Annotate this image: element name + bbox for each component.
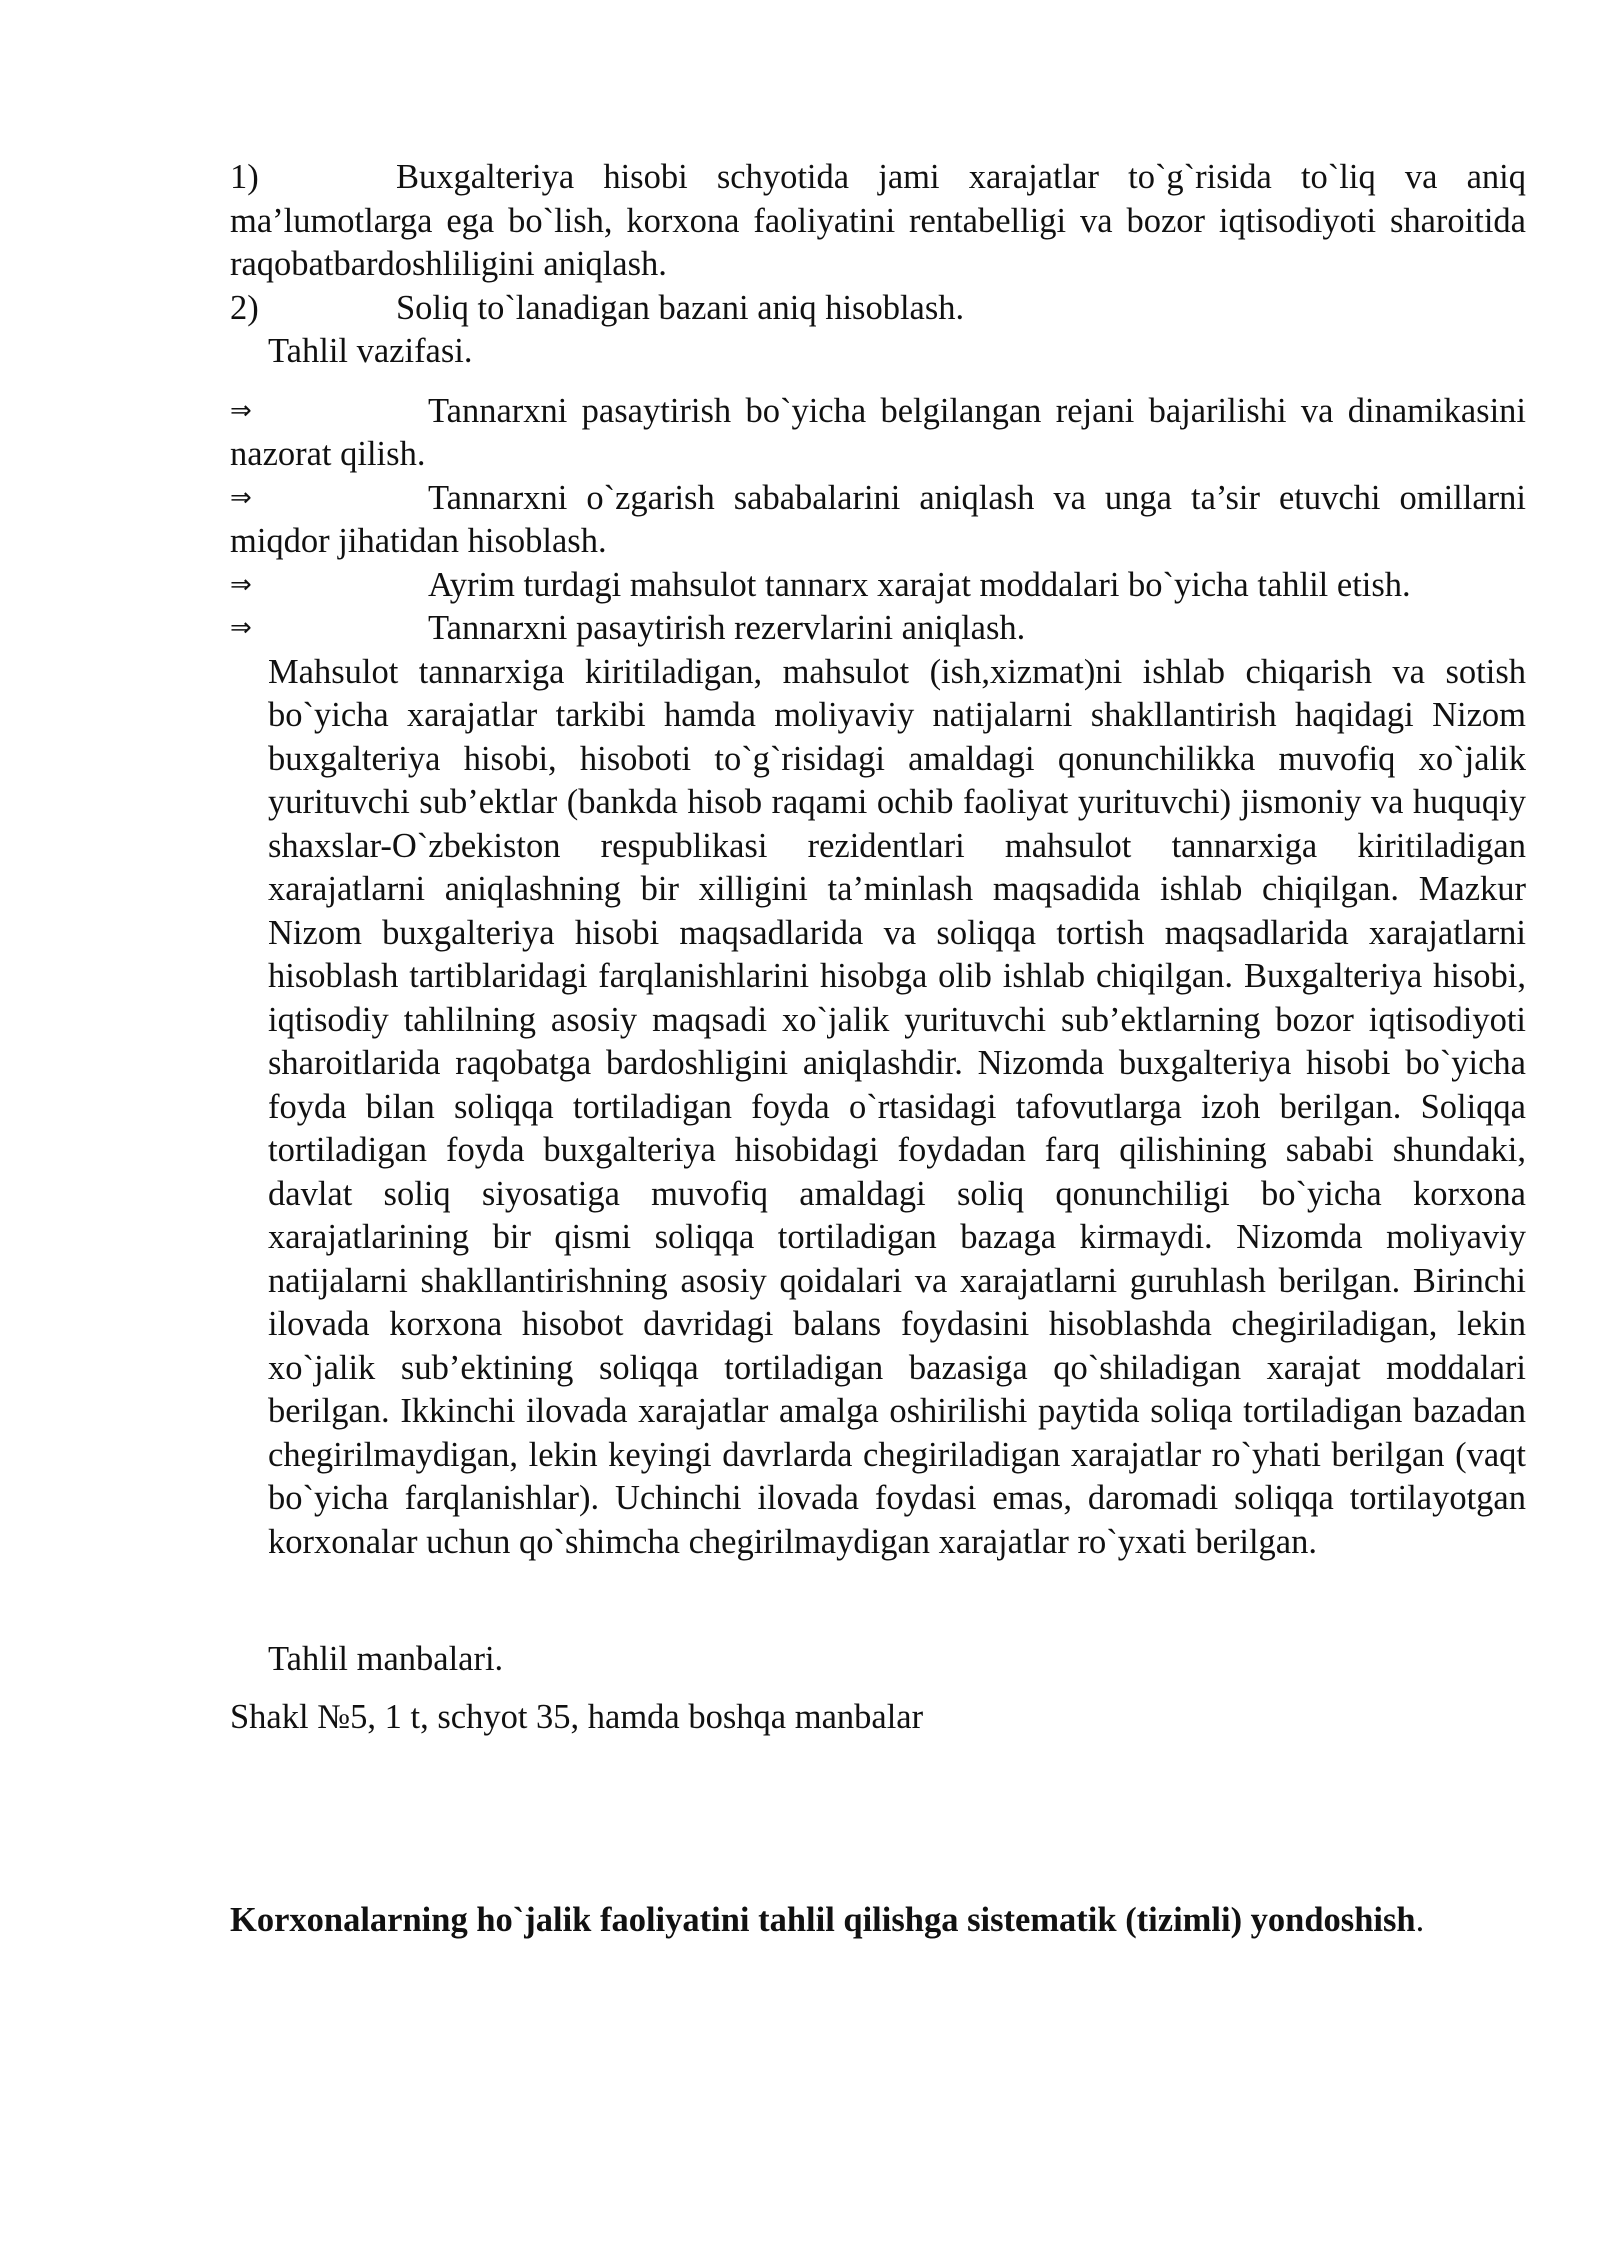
- task-item: [230, 477, 1526, 564]
- arrow-icon: ⇒: [230, 613, 252, 643]
- task-item: [230, 390, 1526, 477]
- section-heading: [230, 1899, 1492, 1943]
- arrow-icon: ⇒: [230, 395, 252, 426]
- purpose-text: Buxgalteriya hisobi schyotida jami xarajatlar to`g`risida to`liq va aniq ma’lumotlarga ega bo`lish, korxona faoliyatini rentabelligi va bozor iqtisodiyoti sharoitida raqobatbardoshliligini aniqlash.: [230, 158, 1526, 283]
- main-paragraph: Mahsulot tannarxiga kiritiladigan, mahsulot (ish,xizmat)ni ishlab chiqarish va sotish bo`yicha xarajatlar tarkibi hamda moliyaviy natijalarni shakllantirish haqidagi Nizom buxgalteriya hisobi, hisoboti to`g`risidagi amaldagi qonunchilikka muvofiq xo`jalik yurituvchi sub’ektlar (bankda hisob raqami ochib faoliyat yurituvchi) jismoniy va huquqiy shaxslar-O`zbekiston respublikasi rezidentlari mahsulot tannarxiga kiritiladigan xarajatlarni aniqlashning bir xilligini ta’minlash maqsadida ishlab chiqilgan. Mazkur Nizom buxgalteriya hisobi maqsadlarida va soliqqa tortish maqsadlarida xarajatlarni hisoblash tartiblaridagi farqlanishlarini hisobga olib ishlab chiqilgan. Buxgalteriya hisobi, iqtisodiy tahlilning asosiy maqsadi xo`jalik yurituvchi sub’ektlarning bozor iqtisodiyoti sharoitlarida raqobatga bardoshligini aniqlashdir. Nizomda buxgalteriya hisobi bo`yicha foyda bilan soliqqa tortiladigan foyda o`rtasidagi tafovutlarga izoh berilgan. Soliqqa tortiladigan foyda buxgalteriya hisobidagi foydadan farq qilishining sababi shundaki, davlat soliq siyosatiga muvofiq amaldagi soliq qonunchiligi bo`yicha korxona xarajatlarining bir qismi soliqqa tortiladigan bazaga kirmaydi. Nizomda moliyaviy natijalarni shakllantirishning asosiy qoidalari va xarajatlarni guruhlash berilgan. Birinchi ilovada korxona hisobot davridagi balans foydasini hisoblashda chegiriladigan, lekin xo`jalik sub’ektining soliqqa tortiladigan bazasiga qo`shiladigan xarajat moddalari berilgan. Ikkinchi ilovada xarajatlar amalga oshirilishi paytida soliqa tortiladigan bazadan chegirilmaydigan, lekin keyingi davrlarda chegiriladigan xarajatlar ro`yhati berilgan (vaqt bo`yicha farqlanishlar). Uchinchi ilovada foydasi emas, daromadi soliqqa tortilayotgan korxonalar uchun qo`shimcha chegirilmaydigan xarajatlar ro`yxati berilgan.: [268, 652, 1526, 1561]
- task-item: [230, 564, 1526, 608]
- arrow-icon: ⇒: [230, 569, 252, 600]
- task-text: Tannarxni o`zgarish sababalarini aniqlash va unga ta’sir etuvchi omillarni miqdor jihatidan hisoblash.: [230, 478, 1526, 560]
- task-text: Ayrim turdagi mahsulot tannarx xarajat moddalari bo`yicha tahlil etish.: [428, 565, 1411, 604]
- task-text: Tannarxni pasaytirish rezervlarini aniqlash.: [428, 609, 1026, 647]
- task-item: [230, 607, 1526, 651]
- list-marker: 1): [230, 158, 259, 196]
- list-marker: 2): [230, 288, 259, 327]
- purpose-item: [230, 156, 1526, 287]
- sources-heading: Tahlil manbalari.: [268, 1640, 504, 1678]
- purpose-item: [230, 287, 1526, 331]
- sources-text: Shakl №5, 1 t, schyot 35, hamda boshqa manbalar: [230, 1697, 924, 1736]
- task-text: Tannarxni pasaytirish bo`yicha belgilangan rejani bajarilishi va dinamikasini nazorat qilish.: [230, 391, 1526, 473]
- section-heading-text: Korxonalarning ho`jalik faoliyatini tahlil qilishga sistematik (tizimli) yondoshish: [230, 1901, 1416, 1939]
- arrow-icon: ⇒: [230, 482, 252, 513]
- document-page: [230, 156, 1526, 1943]
- tasks-heading: Tahlil vazifasi.: [268, 332, 473, 370]
- section-heading-period: .: [1415, 1901, 1425, 1939]
- purpose-text: Soliq to`lanadigan bazani aniq hisoblash.: [396, 288, 965, 327]
